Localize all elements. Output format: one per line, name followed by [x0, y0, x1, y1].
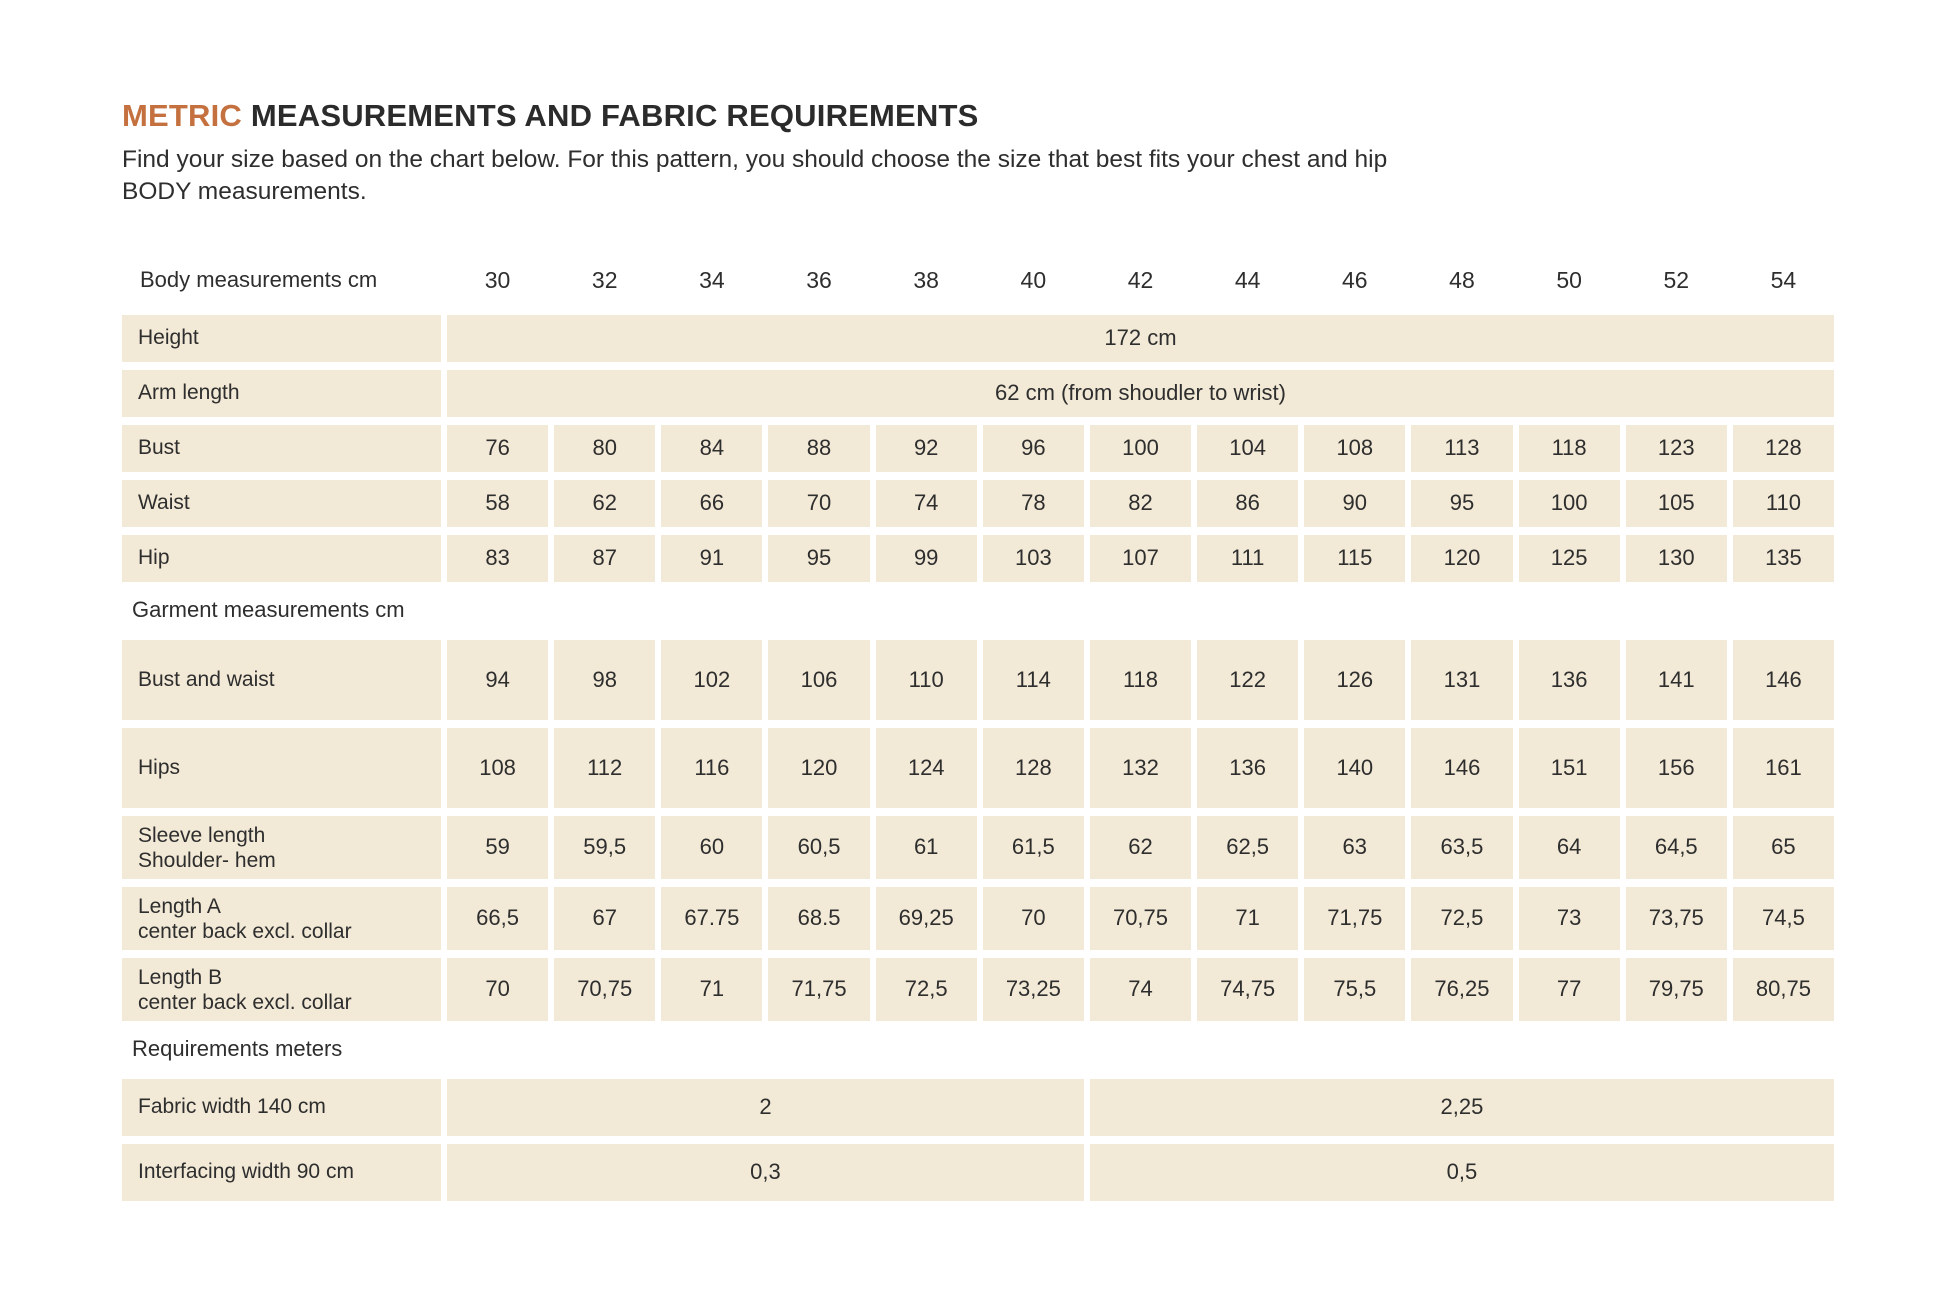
row-bust-and-waist-value-54: 146 [1733, 640, 1834, 720]
row-hips-value-40: 128 [983, 728, 1084, 808]
row-bust-value-38: 92 [876, 425, 977, 472]
row-waist-value-54: 110 [1733, 480, 1834, 527]
row-hip-value-36: 95 [768, 535, 869, 582]
row-label-bust-and-waist: Bust and waist [122, 640, 441, 720]
row-bust-value-36: 88 [768, 425, 869, 472]
size-header-44: 44 [1234, 267, 1261, 294]
row-length-b-value-42: 74 [1090, 958, 1191, 1021]
row-hip-value-42: 107 [1090, 535, 1191, 582]
row-label-text: Length A center back excl. collar [138, 894, 352, 944]
size-header-36: 36 [806, 267, 832, 294]
row-bust-and-waist-value-48: 131 [1411, 640, 1512, 720]
row-hips-value-32: 112 [554, 728, 655, 808]
row-length-a-value-38: 69,25 [876, 887, 977, 950]
row-arm-length [122, 370, 1834, 417]
row-sleeve-length-value-50: 64 [1519, 816, 1620, 879]
row-bust-value-48: 113 [1411, 425, 1512, 472]
row-hip [122, 535, 1834, 582]
row-label-fabric-width: Fabric width 140 cm [122, 1079, 441, 1136]
row-bust-and-waist-value-52: 141 [1626, 640, 1727, 720]
section-header-requirements: Requirements meters [132, 1035, 343, 1061]
size-header-52: 52 [1663, 267, 1690, 294]
row-interfacing-width [122, 1144, 1834, 1201]
row-sleeve-length-value-54: 65 [1733, 816, 1834, 879]
row-hip-value-50: 125 [1519, 535, 1620, 582]
row-length-b-value-40: 73,25 [983, 958, 1084, 1021]
row-length-a [122, 887, 1834, 950]
row-hips-value-30: 108 [447, 728, 548, 808]
header-label: Body measurements cm [140, 267, 378, 293]
row-bust-value-42: 100 [1090, 425, 1191, 472]
row-waist-value-30: 58 [447, 480, 548, 527]
row-sleeve-length-value-36: 60,5 [768, 816, 869, 879]
row-fabric-width-value-right: 2,25 [1090, 1079, 1834, 1136]
row-length-b-value-34: 71 [661, 958, 762, 1021]
row-hip-value-48: 120 [1411, 535, 1512, 582]
row-bust-and-waist-value-50: 136 [1519, 640, 1620, 720]
row-height [122, 315, 1834, 362]
row-label-text: Length B center back excl. collar [138, 965, 352, 1015]
row-hip-value-46: 115 [1304, 535, 1405, 582]
row-length-b-value-36: 71,75 [768, 958, 869, 1021]
row-sleeve-length-value-32: 59,5 [554, 816, 655, 879]
content-area [122, 98, 1834, 1209]
row-sleeve-length-value-48: 63,5 [1411, 816, 1512, 879]
row-bust-and-waist-value-40: 114 [983, 640, 1084, 720]
row-length-a-value-46: 71,75 [1304, 887, 1405, 950]
row-sleeve-length-value-44: 62,5 [1197, 816, 1298, 879]
row-sleeve-length-value-34: 60 [661, 816, 762, 879]
row-sleeve-length-value-42: 62 [1090, 816, 1191, 879]
row-label-bust: Bust [122, 425, 441, 472]
row-sleeve-length-value-40: 61,5 [983, 816, 1084, 879]
row-fabric-width [122, 1079, 1834, 1136]
row-bust-value-46: 108 [1304, 425, 1405, 472]
row-bust-value-40: 96 [983, 425, 1084, 472]
row-length-b-value-48: 76,25 [1411, 958, 1512, 1021]
row-length-a-value-50: 73 [1519, 887, 1620, 950]
row-hips-value-50: 151 [1519, 728, 1620, 808]
row-hips-value-36: 120 [768, 728, 869, 808]
row-bust-value-50: 118 [1519, 425, 1620, 472]
row-bust-and-waist-value-34: 102 [661, 640, 762, 720]
row-hip-value-44: 111 [1197, 535, 1298, 582]
row-bust-and-waist-value-42: 118 [1090, 640, 1191, 720]
row-bust-value-34: 84 [661, 425, 762, 472]
row-height-value: 172 cm [447, 315, 1834, 362]
size-header-50: 50 [1556, 267, 1582, 294]
row-length-b-value-50: 77 [1519, 958, 1620, 1021]
row-hips-value-44: 136 [1197, 728, 1298, 808]
row-sleeve-length-value-38: 61 [876, 816, 977, 879]
row-sleeve-length-value-30: 59 [447, 816, 548, 879]
row-waist-value-34: 66 [661, 480, 762, 527]
table-header-row [122, 261, 1834, 301]
row-length-b-value-38: 72,5 [876, 958, 977, 1021]
row-waist-value-38: 74 [876, 480, 977, 527]
row-length-a-value-44: 71 [1197, 887, 1298, 950]
row-bust-and-waist-value-30: 94 [447, 640, 548, 720]
row-sleeve-length [122, 816, 1834, 879]
row-waist-value-42: 82 [1090, 480, 1191, 527]
row-hip-value-54: 135 [1733, 535, 1834, 582]
row-waist-value-46: 90 [1304, 480, 1405, 527]
row-length-b-value-52: 79,75 [1626, 958, 1727, 1021]
row-length-a-value-34: 67.75 [661, 887, 762, 950]
row-bust-and-waist-value-38: 110 [876, 640, 977, 720]
row-interfacing-width-value-left: 0,3 [447, 1144, 1084, 1201]
row-length-b-value-32: 70,75 [554, 958, 655, 1021]
row-hips-value-38: 124 [876, 728, 977, 808]
row-label-length-a [122, 887, 441, 950]
row-sleeve-length-value-52: 64,5 [1626, 816, 1727, 879]
row-length-a-value-48: 72,5 [1411, 887, 1512, 950]
row-hip-value-34: 91 [661, 535, 762, 582]
row-waist-value-40: 78 [983, 480, 1084, 527]
row-length-a-value-52: 73,75 [1626, 887, 1727, 950]
row-label-length-b [122, 958, 441, 1021]
page-title-rest: MEASUREMENTS AND FABRIC REQUIREMENTS [242, 98, 979, 133]
row-bust-value-44: 104 [1197, 425, 1298, 472]
row-length-a-value-54: 74,5 [1733, 887, 1834, 950]
row-waist-value-48: 95 [1411, 480, 1512, 527]
row-arm-length-value: 62 cm (from shoudler to wrist) [447, 370, 1834, 417]
row-bust-value-32: 80 [554, 425, 655, 472]
row-length-b [122, 958, 1834, 1021]
row-label-hip: Hip [122, 535, 441, 582]
row-bust-and-waist-value-36: 106 [768, 640, 869, 720]
row-hip-value-30: 83 [447, 535, 548, 582]
row-length-a-value-30: 66,5 [447, 887, 548, 950]
row-hip-value-32: 87 [554, 535, 655, 582]
size-header-38: 38 [913, 267, 939, 294]
row-bust-and-waist-value-32: 98 [554, 640, 655, 720]
size-header-34: 34 [699, 267, 725, 294]
row-bust-value-52: 123 [1626, 425, 1727, 472]
row-label-hips: Hips [122, 728, 441, 808]
row-hips-value-42: 132 [1090, 728, 1191, 808]
row-length-a-value-40: 70 [983, 887, 1084, 950]
size-header-30: 30 [484, 267, 511, 294]
row-label-interfacing-width: Interfacing width 90 cm [122, 1144, 441, 1201]
size-header-46: 46 [1342, 267, 1368, 294]
row-hips [122, 728, 1834, 808]
row-label-sleeve-length [122, 816, 441, 879]
row-length-b-value-44: 74,75 [1197, 958, 1298, 1021]
row-label-text: Sleeve length Shoulder- hem [138, 823, 276, 873]
row-label-arm-length: Arm length [122, 370, 441, 417]
row-length-b-value-54: 80,75 [1733, 958, 1834, 1021]
row-bust-and-waist-value-46: 126 [1304, 640, 1405, 720]
row-hip-value-40: 103 [983, 535, 1084, 582]
row-bust-and-waist-value-44: 122 [1197, 640, 1298, 720]
size-header-54: 54 [1770, 267, 1797, 294]
row-bust-value-30: 76 [447, 425, 548, 472]
row-hips-value-34: 116 [661, 728, 762, 808]
size-table [122, 261, 1834, 1201]
page-subtitle: Find your size based on the chart below. For this pattern, you should choose the size that best fits your chest and hip BODY measurements. [122, 146, 1388, 206]
row-hips-value-46: 140 [1304, 728, 1405, 808]
row-bust-and-waist [122, 640, 1834, 720]
row-label-height: Height [122, 315, 441, 362]
size-header-40: 40 [1020, 267, 1047, 294]
page-title [122, 98, 1834, 134]
row-hip-value-38: 99 [876, 535, 977, 582]
row-interfacing-width-value-right: 0,5 [1090, 1144, 1834, 1201]
row-length-b-value-30: 70 [447, 958, 548, 1021]
page-title-accent: METRIC [122, 98, 243, 133]
row-hips-value-48: 146 [1411, 728, 1512, 808]
row-hips-value-52: 156 [1626, 728, 1727, 808]
size-header-48: 48 [1449, 267, 1475, 294]
size-header-42: 42 [1127, 267, 1154, 294]
row-hips-value-54: 161 [1733, 728, 1834, 808]
row-length-b-value-46: 75,5 [1304, 958, 1405, 1021]
section-header-garment-measurements: Garment measurements cm [132, 596, 405, 622]
row-waist-value-44: 86 [1197, 480, 1298, 527]
row-length-a-value-42: 70,75 [1090, 887, 1191, 950]
row-waist-value-36: 70 [768, 480, 869, 527]
row-waist-value-52: 105 [1626, 480, 1727, 527]
row-bust-value-54: 128 [1733, 425, 1834, 472]
row-fabric-width-value-left: 2 [447, 1079, 1084, 1136]
row-sleeve-length-value-46: 63 [1304, 816, 1405, 879]
row-waist-value-32: 62 [554, 480, 655, 527]
row-length-a-value-36: 68.5 [768, 887, 869, 950]
row-waist-value-50: 100 [1519, 480, 1620, 527]
row-length-a-value-32: 67 [554, 887, 655, 950]
row-waist [122, 480, 1834, 527]
row-bust [122, 425, 1834, 472]
size-header-32: 32 [591, 267, 618, 294]
row-label-waist: Waist [122, 480, 441, 527]
row-hip-value-52: 130 [1626, 535, 1727, 582]
